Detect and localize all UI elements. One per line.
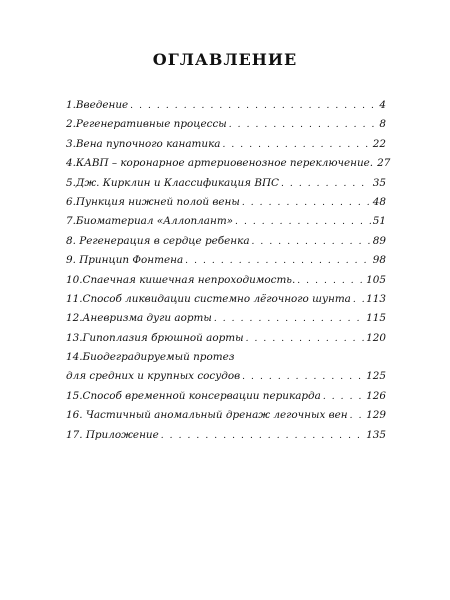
table-of-contents — [66, 96, 391, 445]
toc-entry-page: 115 — [366, 312, 386, 325]
toc-leader-dots — [130, 97, 377, 116]
toc-entry-page: 4 — [379, 99, 386, 111]
toc-leader-dots — [222, 136, 370, 155]
toc-entry — [66, 251, 386, 270]
toc-entry-label: 3.Вена пупочного канатика — [66, 137, 221, 150]
toc-leader-dots — [185, 252, 371, 271]
toc-entry-page: 105 — [366, 273, 386, 286]
toc-entry-label: 16. Частичный аномальный дренаж легочных вен — [66, 409, 348, 422]
toc-entry-page: 35 — [372, 176, 386, 189]
toc-entry-label: 6.Пункция нижней полой вены — [66, 195, 240, 208]
toc-entry-label: 7.Биоматериал «Аллоплант» — [66, 215, 234, 228]
toc-entry-label: 9. Принцип Фонтена — [66, 254, 184, 267]
toc-entry — [66, 348, 386, 367]
toc-entry-label: 2.Регенеративные процессы — [66, 118, 227, 131]
toc-entry-page: 48 — [372, 195, 386, 208]
toc-leader-dots — [246, 330, 365, 349]
toc-entry — [66, 193, 386, 212]
toc-entry — [66, 329, 386, 348]
toc-entry — [66, 115, 386, 134]
toc-leader-dots — [350, 407, 365, 426]
toc-entry — [66, 135, 386, 154]
toc-leader-dots — [235, 213, 371, 232]
toc-entry — [66, 387, 386, 406]
toc-entry-page: 129 — [366, 409, 386, 422]
toc-entry-label: 8. Регенерация в сердце ребенка — [66, 234, 250, 247]
toc-entry-page: 89 — [372, 234, 386, 247]
toc-entry-page: 22 — [372, 137, 386, 150]
toc-entry-label: 5.Дж. Кирклин и Классификация ВПС — [66, 176, 279, 189]
toc-entry-label: 11.Способ ликвидации системно лёгочного шунта — [66, 292, 351, 305]
toc-entry-page: 120 — [366, 331, 386, 344]
toc-entry-page: 27 — [377, 157, 391, 170]
toc-entry — [66, 290, 386, 309]
toc-leader-dots — [229, 116, 378, 135]
toc-leader-dots — [353, 291, 364, 310]
toc-entry — [66, 367, 386, 386]
toc-entry-label: 1.Введение — [66, 99, 129, 111]
toc-entry-page: 135 — [366, 428, 386, 441]
toc-entry-page: 98 — [372, 254, 386, 267]
toc-entry-label: 4.КАВП – коронарное артериовенозное переключение. — [66, 157, 374, 170]
toc-entry — [66, 174, 386, 193]
toc-entry-label: 12.Аневризма дуги аорты — [66, 312, 212, 325]
page-title: ОГЛАВЛЕНИЕ — [152, 50, 298, 69]
toc-leader-dots — [161, 427, 364, 446]
toc-entry — [66, 309, 386, 328]
toc-entry — [66, 212, 386, 231]
toc-entry-page: 51 — [372, 215, 386, 228]
toc-leader-dots — [252, 233, 371, 252]
toc-entry-label: 13.Гипоплазия брюшной аорты — [66, 331, 244, 344]
toc-entry — [66, 232, 386, 251]
toc-leader-dots — [323, 388, 364, 407]
toc-entry-page: 125 — [366, 370, 386, 383]
toc-entry — [66, 271, 386, 290]
toc-leader-dots — [297, 272, 364, 291]
toc-leader-dots — [281, 175, 371, 194]
toc-entry — [66, 406, 386, 425]
toc-entry-page: 126 — [366, 389, 386, 402]
toc-entry-label: для средних и крупных сосудов — [66, 370, 241, 383]
toc-entry-label: 17. Приложение — [66, 428, 159, 441]
toc-entry-label: 15.Способ временной консервации перикарда — [66, 389, 321, 402]
toc-entry-label: 10.Спаечная кишечная непроходимость. — [66, 273, 296, 286]
toc-leader-dots — [214, 310, 364, 329]
toc-entry — [66, 154, 391, 173]
toc-leader-dots — [242, 368, 364, 387]
toc-entry-page: 113 — [366, 292, 386, 305]
toc-entry — [66, 426, 386, 445]
toc-entry-page: 8 — [379, 118, 386, 131]
toc-entry — [66, 96, 386, 115]
toc-entry-label: 14.Биодеградируемый протез — [66, 351, 235, 364]
toc-leader-dots — [242, 194, 371, 213]
